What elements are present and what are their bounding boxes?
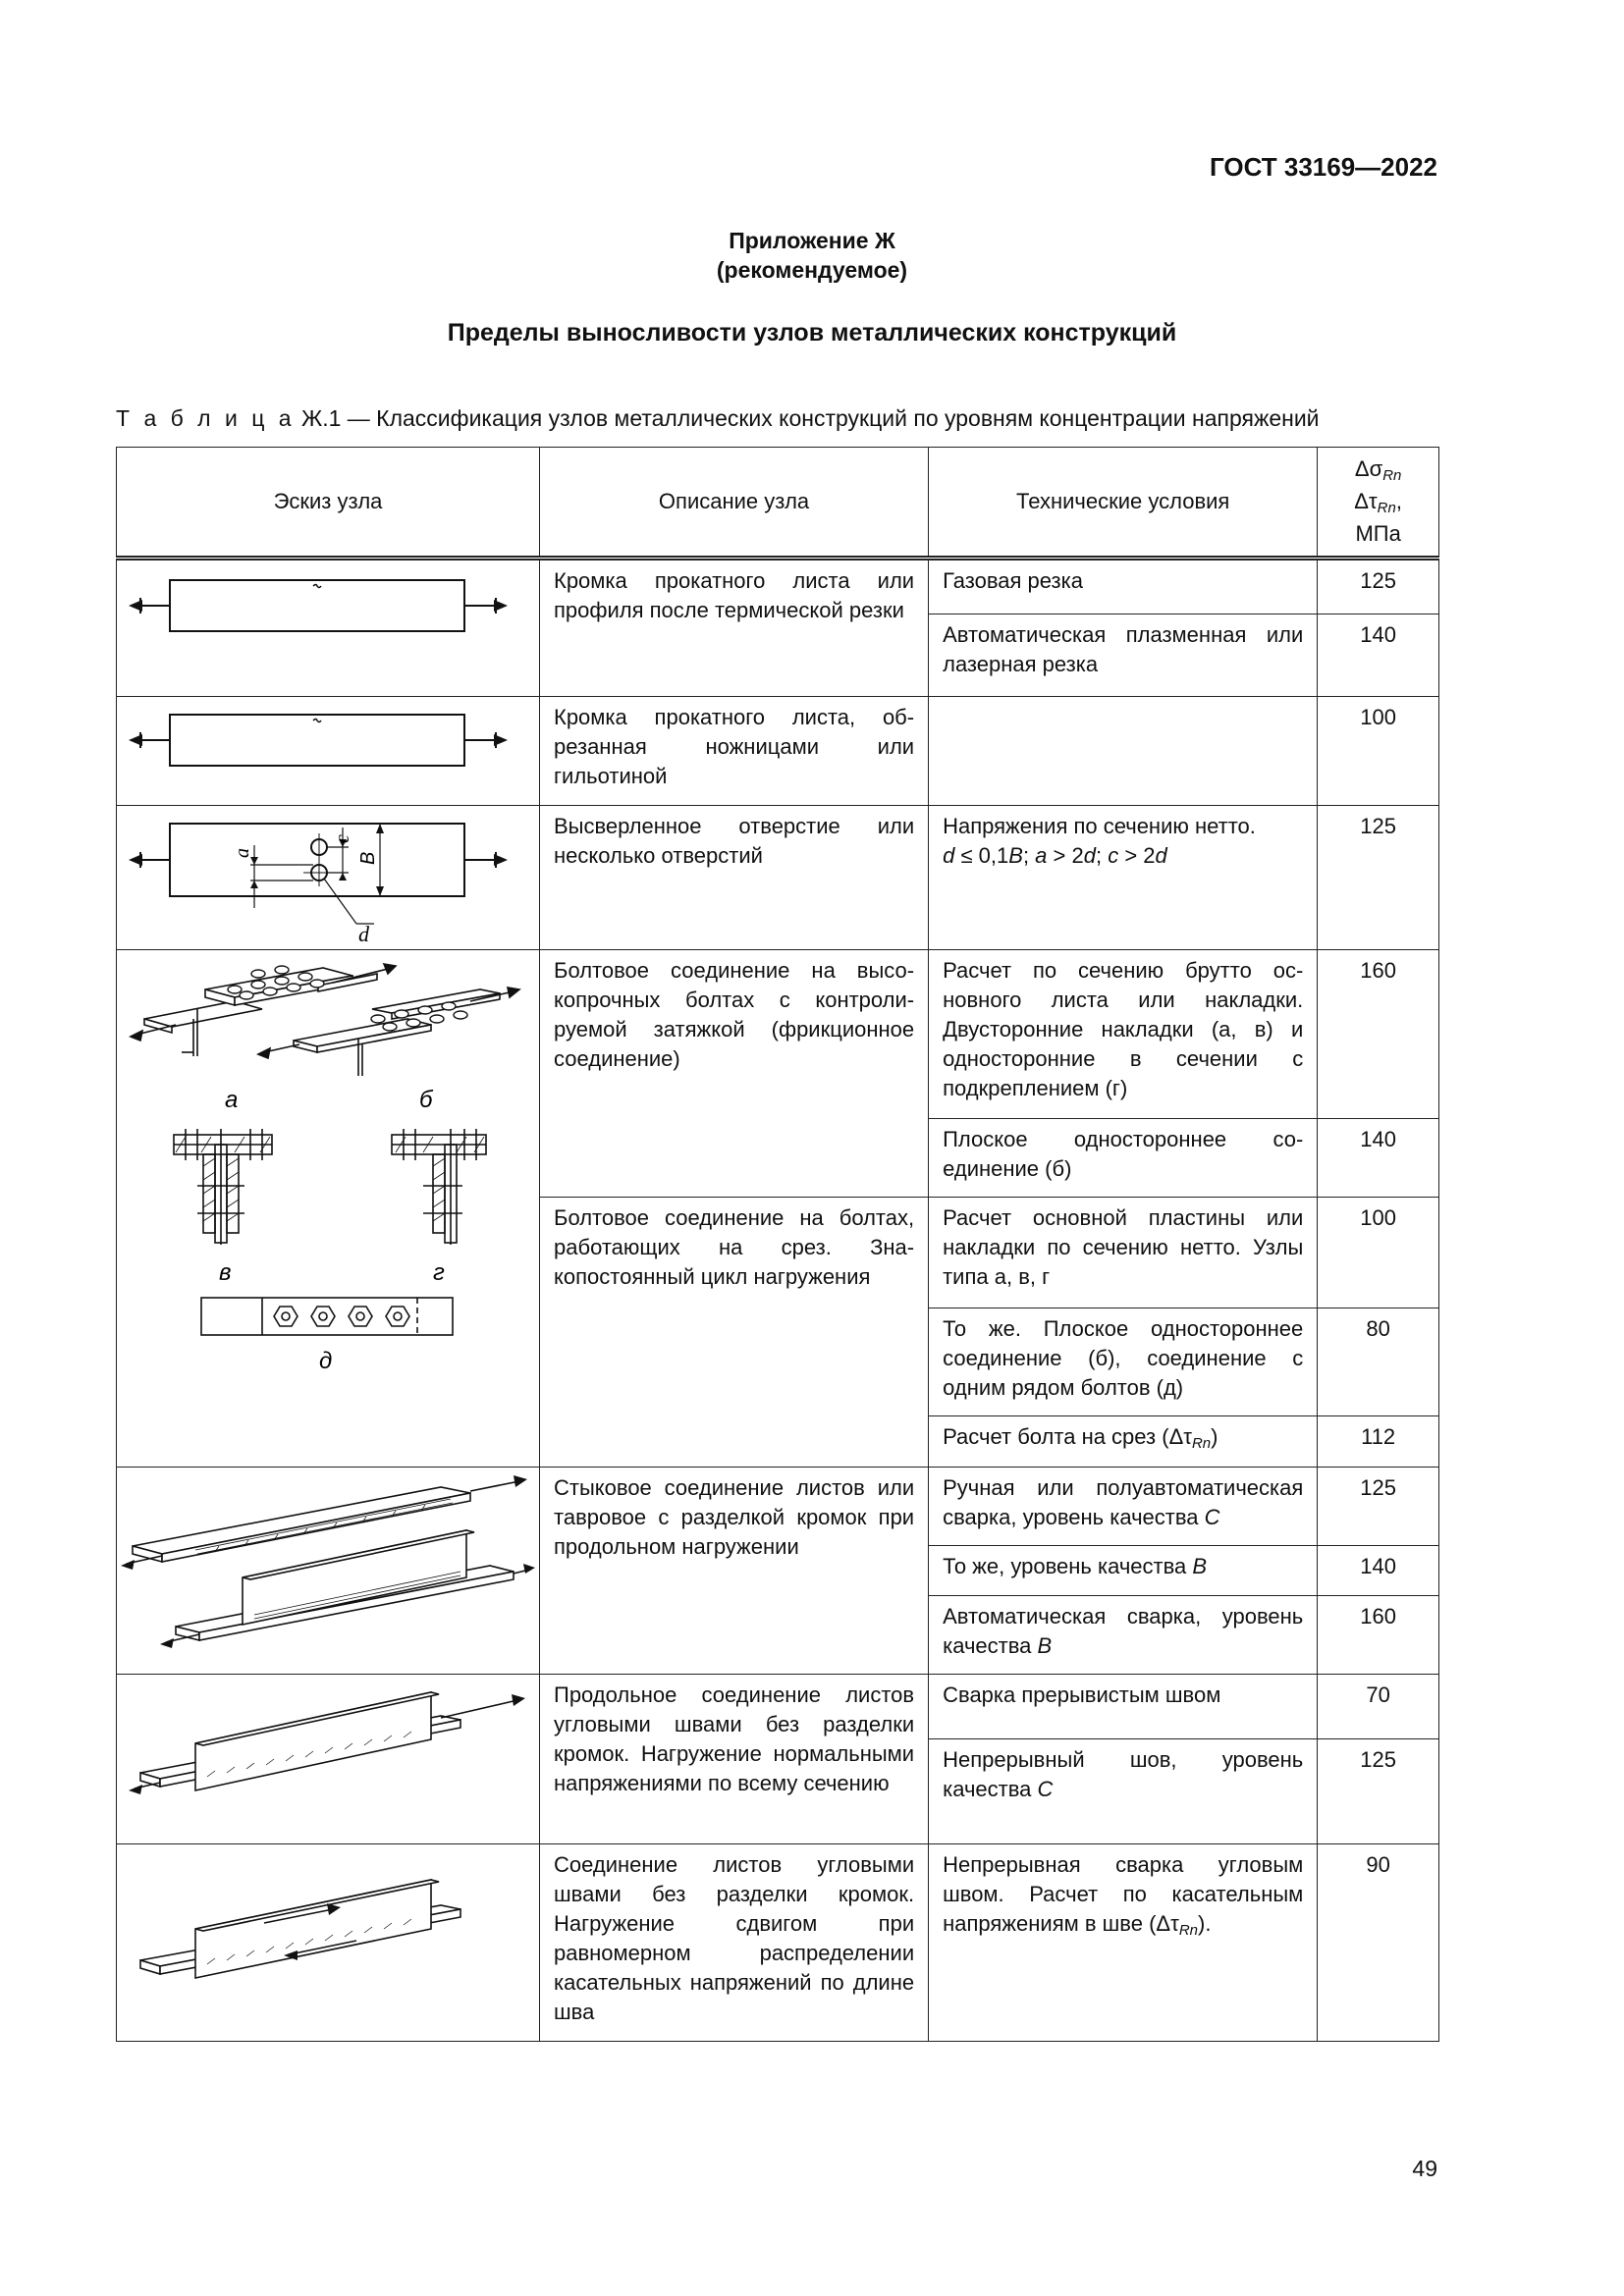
sketch-fillet-weld-longitudinal [117, 1675, 540, 1844]
row1-condition-2: Автоматическая плазменная или лазерная резка [929, 614, 1318, 697]
label-c: c [332, 834, 353, 843]
label-g: г [433, 1259, 445, 1286]
row4-condition-1: Расчет по сечению брутто основного листа или накладки. Двусторонние накладки (а, в) и односторонние в сечении с подкреплением (г) [929, 950, 1318, 1119]
row3-value-1: 125 [1318, 806, 1439, 950]
row2-value-1: 100 [1318, 697, 1439, 806]
row5-condition-2: То же. Плоское одностороннее соединение (б), соединение с одним рядом болтов (д) [929, 1308, 1318, 1416]
label-a: а [225, 1087, 239, 1113]
table-caption: Т а б л и ц а Ж.1 — Классификация узлов металлических конструкций по уровням концентрации напряжений [116, 405, 1320, 431]
row8-description: Соединение листов угловыми швами без разделки кромок. Нагружение сдвигом при равномерном распределении касательных напряжений по длине шва [540, 1844, 929, 2042]
row4-condition-2: Плоское одностороннее соединение (б) [929, 1119, 1318, 1198]
label-b: б [419, 1087, 433, 1113]
row7-description: Продольное соединение листов угловыми швами без разделки кромок. Нагружение нормальными напряжениями по всему сечению [540, 1675, 929, 1844]
appendix-title: Приложение Ж [729, 228, 895, 253]
row1-description: Кромка прокатного листа или профиля после термической резки [540, 559, 929, 697]
sketch-plate-shear-cut [117, 697, 540, 806]
table-row [117, 1468, 1439, 1546]
row3-condition-1: Напряжения по сечению нетто. d ≤ 0,1B; a > 2d; c > 2d [929, 806, 1318, 950]
row1-value-2: 140 [1318, 614, 1439, 697]
row6-condition-2: То же, уровень качества B [929, 1546, 1318, 1595]
header-sketch: Эскиз узла [117, 448, 540, 559]
sketch-drilled-holes [117, 806, 540, 950]
sketch-fillet-weld-shear [117, 1844, 540, 2042]
table-row [117, 950, 1439, 1119]
standard-number: ГОСТ 33169—2022 [1210, 152, 1437, 182]
sketch-butt-weld [117, 1468, 540, 1675]
row5-condition-3: Расчет болта на срез $(\Delta\tau_{Rn})$ [929, 1416, 1318, 1468]
header-value: $\Delta\sigma_{Rn}$ $\Delta\tau_{Rn}$, МПа [1318, 448, 1439, 559]
row5-value-2: 80 [1318, 1308, 1439, 1416]
row7-condition-2: Непрерывный шов, уровень качества C [929, 1739, 1318, 1844]
row6-condition-3: Автоматическая сварка, уровень качества B [929, 1595, 1318, 1674]
row7-value-1: 70 [1318, 1675, 1439, 1739]
row4-value-1: 160 [1318, 950, 1439, 1119]
row1-condition-1: Газовая резка [929, 559, 1318, 614]
table-row [117, 806, 1439, 950]
row6-description: Стыковое соединение листов или тавровое с разделкой кромок при продольном нагружении [540, 1468, 929, 1675]
row4-description: Болтовое соединение на высокопрочных болтах с контролируемой затяжкой (фрикционное соединение) [540, 950, 929, 1198]
row8-value-1: 90 [1318, 1844, 1439, 2042]
header-conditions: Технические условия [929, 448, 1318, 559]
row5-description: Болтовое соединение на болтах, работающих на срез. Знакопостоянный цикл нагружения [540, 1198, 929, 1468]
row3-description: Высверленное отверстие или несколько отверстий [540, 806, 929, 950]
table-row [117, 559, 1439, 614]
row5-value-1: 100 [1318, 1198, 1439, 1308]
row5-value-3: 112 [1318, 1416, 1439, 1468]
row4-value-2: 140 [1318, 1119, 1439, 1198]
row6-value-3: 160 [1318, 1595, 1439, 1674]
section-title: Пределы выносливости узлов металлических конструкций [447, 319, 1177, 347]
row1-value-1: 125 [1318, 559, 1439, 614]
row6-condition-1: Ручная или полуавтоматическая сварка, уровень качества C [929, 1468, 1318, 1546]
header-description: Описание узла [540, 448, 929, 559]
label-d: d [358, 922, 369, 946]
row2-condition-1 [929, 697, 1318, 806]
row5-condition-1: Расчет основной пластины или накладки по сечению нетто. Узлы типа а, в, г [929, 1198, 1318, 1308]
label-v: в [219, 1259, 232, 1286]
label-B: B [357, 851, 379, 865]
row8-condition-1: Непрерывная сварка угловым швом. Расчет по касательным напряжениям в шве $(\Delta\tau_{Rn})$. [929, 1844, 1318, 2042]
table-header-row [117, 448, 1439, 559]
sketch-plate-thermal-cut [117, 559, 540, 697]
appendix-status: (рекомендуемое) [716, 257, 908, 283]
row7-value-2: 125 [1318, 1739, 1439, 1844]
page-number: 49 [1412, 2156, 1437, 2181]
row7-condition-1: Сварка прерывистым швом [929, 1675, 1318, 1739]
table-row [117, 1844, 1439, 2042]
row2-description: Кромка прокатного листа, обрезанная ножницами или гильотиной [540, 697, 929, 806]
row6-value-2: 140 [1318, 1546, 1439, 1595]
label-a: a [232, 848, 253, 858]
table-row [117, 1675, 1439, 1739]
sketch-bolted-connections [117, 950, 540, 1468]
classification-table [116, 447, 1439, 2042]
table-row [117, 697, 1439, 806]
label-d: д [319, 1348, 333, 1374]
row6-value-1: 125 [1318, 1468, 1439, 1546]
